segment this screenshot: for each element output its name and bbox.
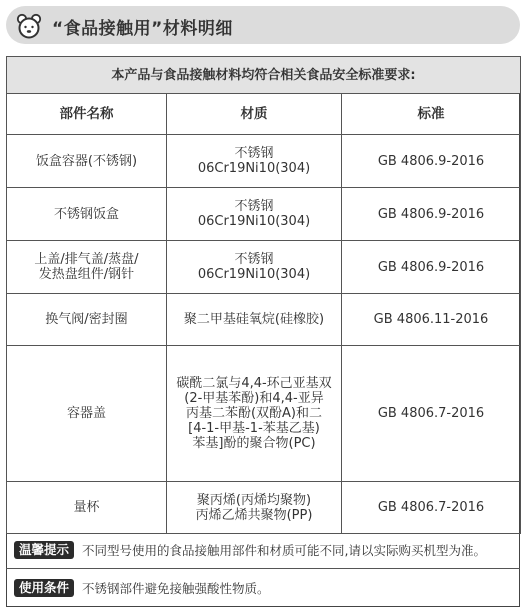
material-cell: 不锈钢 06Cr19Ni10(304) bbox=[197, 146, 311, 176]
table-intro: 本产品与食品接触材料均符合相关食品安全标准要求: bbox=[7, 57, 521, 94]
header-standard: 标准 bbox=[342, 94, 521, 135]
standard-cell: GB 4806.7-2016 bbox=[377, 500, 485, 515]
table-intro-row bbox=[7, 57, 521, 94]
header-material: 材质 bbox=[167, 94, 342, 135]
usage-text: 不锈钢部件避免接触强酸性物质。 bbox=[82, 581, 270, 596]
usage-badge: 使用条件 bbox=[14, 579, 74, 597]
part-cell: 不锈钢饭盒 bbox=[53, 206, 119, 222]
part-cell: 容器盖 bbox=[66, 406, 106, 421]
table-row bbox=[7, 346, 521, 482]
material-cell: 不锈钢 06Cr19Ni10(304) bbox=[197, 252, 311, 282]
table-row bbox=[7, 241, 521, 294]
standard-cell: GB 4806.7-2016 bbox=[377, 406, 485, 421]
materials-table bbox=[6, 56, 521, 534]
material-cell: 聚二甲基硅氧烷(硅橡胶) bbox=[183, 312, 325, 327]
tip-text: 不同型号使用的食品接触用部件和材质可能不同,请以实际购买机型为准。 bbox=[82, 543, 486, 558]
part-cell: 饭盒容器(不锈钢) bbox=[35, 153, 138, 169]
material-cell: 聚丙烯(丙烯均聚物) 丙烯乙烯共聚物(PP) bbox=[195, 492, 313, 523]
material-cell: 不锈钢 06Cr19Ni10(304) bbox=[197, 199, 311, 229]
material-cell: 碳酰二氯与4,4-环己亚基双 (2-甲基苯酚)和4,4-亚异 丙基二苯酚(双酚A)和二 [4-1-甲基-1-苯基乙基) 苯基]酚的聚合物(PC) bbox=[176, 376, 332, 451]
table-row bbox=[7, 294, 521, 346]
standard-cell: GB 4806.9-2016 bbox=[377, 259, 485, 275]
section-banner bbox=[6, 6, 520, 44]
bear-face-icon bbox=[16, 13, 42, 39]
usage-note bbox=[14, 578, 270, 598]
table-row bbox=[7, 135, 521, 188]
note-divider bbox=[6, 568, 520, 569]
part-cell: 上盖/排气盖/蒸盘/ 发热盘组件/钢针 bbox=[34, 252, 139, 282]
table-row bbox=[7, 188, 521, 241]
header-part-name: 部件名称 bbox=[7, 94, 167, 135]
tip-note bbox=[14, 540, 486, 560]
standard-cell: GB 4806.9-2016 bbox=[377, 153, 485, 169]
part-cell: 量杯 bbox=[73, 500, 100, 515]
table-header-row bbox=[7, 94, 521, 135]
tip-badge: 温馨提示 bbox=[14, 541, 74, 559]
table-row bbox=[7, 482, 521, 534]
section-title: “食品接触用”材料明细 bbox=[52, 19, 233, 39]
part-cell: 换气阀/密封圈 bbox=[45, 312, 128, 327]
standard-cell: GB 4806.9-2016 bbox=[377, 206, 485, 222]
standard-cell: GB 4806.11-2016 bbox=[373, 312, 489, 327]
